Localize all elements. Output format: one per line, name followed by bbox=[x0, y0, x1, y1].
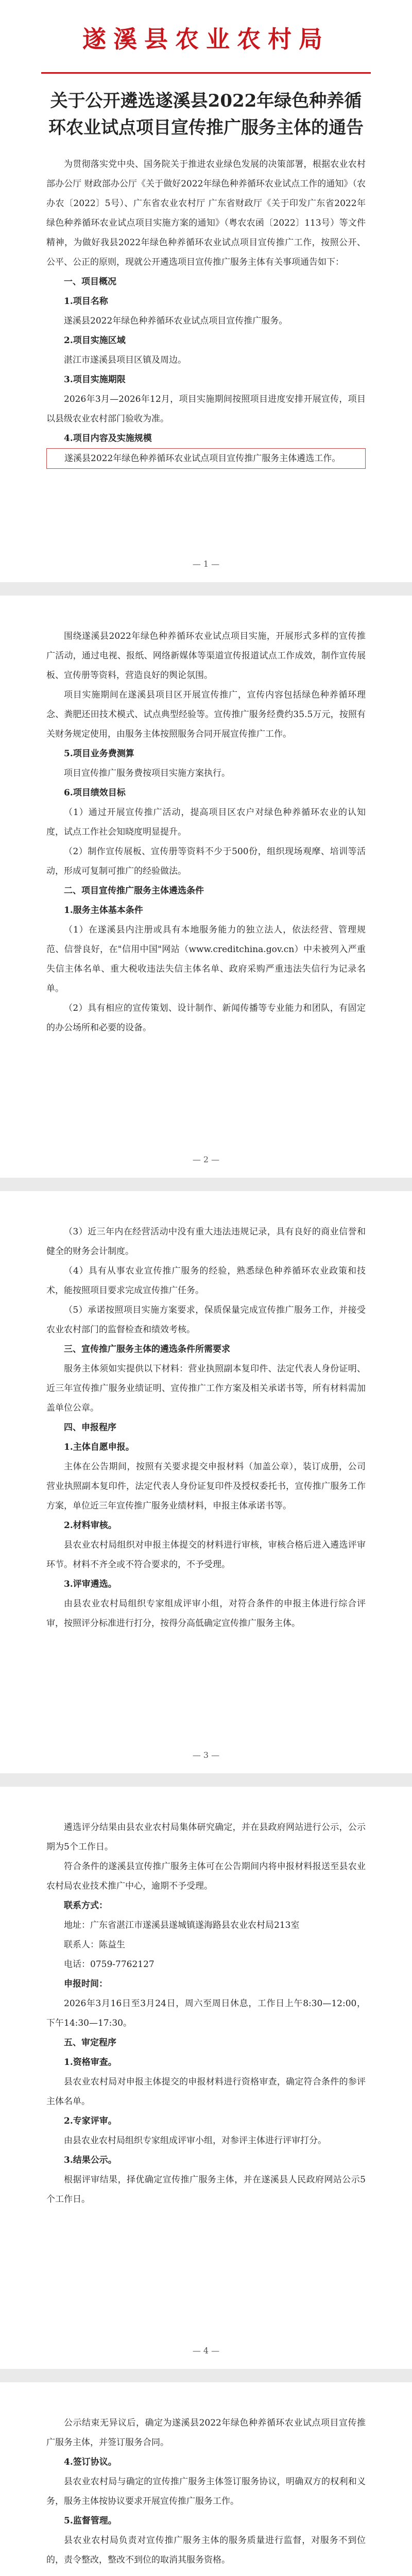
subsection-heading: 1.项目名称 bbox=[64, 296, 108, 307]
subsection-heading: 2.专家评审。 bbox=[64, 2116, 117, 2126]
paragraph: 县农业农村局负责对宣传推广服务主体的服务质量进行监督，对服务不到位的，责令整改，整改不到位的取消其服务资格。 bbox=[46, 2535, 366, 2565]
page-3-body bbox=[46, 1222, 366, 1633]
paragraph: 根据评审结果，择优确定宣传推广服务主体，并在遂溪县人民政府网站公示5个工作日。 bbox=[46, 2175, 366, 2205]
section-heading-5: 五、审定程序 bbox=[64, 2038, 116, 2048]
paragraph: （2）具有相应的宣传策划、设计制作、新闻传播等专业能力和团队，有固定的办公场所和必要的设备。 bbox=[46, 1003, 366, 1033]
paragraph: 湛江市遂溪县项目区镇及周边。 bbox=[64, 355, 186, 365]
agency-name: 遂溪县农业农村局 bbox=[82, 25, 330, 53]
paragraph: 遂溪县2022年绿色种养循环农业试点项目宣传推广服务。 bbox=[64, 316, 288, 326]
paragraph: 项目宣传推广服务费按项目实施方案执行。 bbox=[64, 768, 230, 778]
paragraph: 符合条件的遂溪县宣传推广服务主体可在公告期间内将申报材料报送至县农业农村局农业技术推广中心，逾期不予受理。 bbox=[46, 1861, 366, 1891]
subsection-heading: 1.服务主体基本条件 bbox=[64, 905, 143, 916]
contact-person: 联系人：陈益生 bbox=[64, 1940, 125, 1950]
page-4-body bbox=[46, 1818, 366, 2209]
page-number: — 2 — bbox=[192, 1155, 220, 1164]
page-5 bbox=[0, 2382, 412, 2576]
letterhead-red-line bbox=[41, 72, 371, 74]
paragraph: 服务主体须如实提供以下材料：营业执照副本复印件、法定代表人身份证明、近三年宣传推广服务业绩证明、宣传推广工作方案及相关承诺书等，所有材料需加盖单位公章。 bbox=[46, 1364, 366, 1413]
paragraph: 县农业农村局对申报主体提交的申报材料进行资格审查，确定符合条件的参评主体名单。 bbox=[46, 2077, 366, 2107]
page-1 bbox=[0, 0, 412, 582]
section-heading-3: 三、宣传推广服务主体的遴选条件所需要求 bbox=[64, 1344, 230, 1354]
paragraph: （5）承诺按照项目实施方案要求，保质保量完成宣传推广服务工作，并接受农业农村部门的监督检查和绩效考核。 bbox=[46, 1305, 366, 1335]
contact-heading: 联系方式： bbox=[64, 1901, 108, 1911]
subsection-heading: 1.主体自愿申报。 bbox=[64, 1442, 134, 1452]
letterhead bbox=[0, 21, 412, 55]
paragraph: 公示结束无异议后，确定为遂溪县2022年绿色种养循环农业试点项目宣传推广服务主体，并签订服务合同。 bbox=[46, 2418, 366, 2448]
page-number: — 1 — bbox=[192, 559, 220, 569]
page-number: — 4 — bbox=[192, 2346, 220, 2355]
paragraph: （1）通过开展宣传推广活动，提高项目区农户对绿色种养循环农业的认知度，试点工作社会知晓度明显提升。 bbox=[46, 807, 366, 837]
page-separator bbox=[0, 1178, 412, 1191]
page-4 bbox=[0, 1787, 412, 2369]
paragraph: （4）具有从事农业宣传推广服务的经验，熟悉绿色种养循环农业政策和技术，能按照项目要求完成宣传推广任务。 bbox=[46, 1266, 366, 1296]
page-separator bbox=[0, 2369, 412, 2382]
subsection-heading: 5.监督管理。 bbox=[64, 2516, 117, 2526]
paragraph: 遴选评分结果由县农业农村局集体研究确定，并在县政府网站进行公示，公示期为5个工作日。 bbox=[46, 1822, 366, 1852]
highlighted-paragraph: 遂溪县2022年绿色种养循环农业试点项目宣传推广服务主体遴选工作。 bbox=[46, 448, 366, 469]
page-2 bbox=[0, 596, 412, 1178]
section-heading-2: 二、项目宣传推广服务主体遴选条件 bbox=[64, 886, 204, 896]
paragraph: （1）在遂溪县内注册或具有本地服务能力的独立法人，依法经营、管理规范、信誉良好，在"信用中国"网站（www.creditchina.gov.cn）中未被列入严重失信主体名单、重大税收违法失信主体名单、政府采购严重违法失信行为记录名单。 bbox=[46, 925, 366, 994]
paragraph: 由县农业农村局组织专家组成评审小组，对参评主体进行评审打分。 bbox=[64, 2136, 327, 2146]
page-2-body bbox=[46, 626, 366, 1038]
paragraph: 县农业农村局与确定的宣传推广服务主体签订服务协议，明确双方的权利和义务，服务主体按协议要求开展宣传推广服务工作。 bbox=[46, 2477, 366, 2506]
section-heading-4: 四、申报程序 bbox=[64, 1422, 116, 1433]
subsection-heading: 5.项目业务费测算 bbox=[64, 749, 134, 759]
subsection-heading: 1.资格审查。 bbox=[64, 2057, 117, 2067]
section-heading-1: 一、项目概况 bbox=[64, 277, 116, 287]
paragraph: （2）制作宣传展板、宣传册等资料不少于500份，组织现场观摩、培训等活动，形成可复制可推广的经验做法。 bbox=[46, 846, 366, 876]
page-separator bbox=[0, 582, 412, 596]
paragraph: 县农业农村局组织对申报主体提交的材料进行审核，审核合格后进入遴选评审环节。材料不齐全或不符合要求的，不予受理。 bbox=[46, 1540, 366, 1570]
paragraph: 围绕遂溪县2022年绿色种养循环农业试点项目实施，开展形式多样的宣传推广活动，通过电视、报纸、网络新媒体等渠道宣传报道试点工作成效，制作宣传展板、宣传册等资料，营造良好的舆论氛围。 bbox=[46, 631, 366, 681]
intro-paragraph: 为贯彻落实党中央、国务院关于推进农业绿色发展的决策部署，根据农业农村部办公厅 财政部办公厅《关于做好2022年绿色种养循环农业试点工作的通知》（农办农〔2022〕5号）、广东省农业农村厅 广东省财政厅《关于印发广东省2022年绿色种养循环农业试点项目实施方案的通知》（粤农农函〔2022〕113号）等文件精神，为做好我县2022年绿色种养循环农业试点项目宣传推广工作，按照公开、公平、公正的原则，现就公开遴选项目宣传推广服务主体有关事项通告如下： bbox=[46, 159, 366, 267]
subsection-heading: 6.项目绩效目标 bbox=[64, 788, 126, 798]
paragraph: 项目实施期间在遂溪县项目区开展宣传推广，宣传内容包括绿色种养循环理念、粪肥还田技术模式、试点典型经验等。宣传推广服务经费约35.5万元，按照有关财务规定使用，由服务主体按照服务合同开展宣传推广工作。 bbox=[46, 690, 366, 739]
page-3 bbox=[0, 1191, 412, 1773]
subsection-heading: 3.项目实施期限 bbox=[64, 375, 126, 385]
paragraph: 主体在公告期间，按照有关要求提交申报材料（加盖公章），装订成册，公司营业执照副本复印件，法定代表人身份证复印件及授权委托书，宣传推广服务工作方案，单位近三年宣传推广服务业绩材料，申报主体承诺书等。 bbox=[46, 1462, 366, 1511]
subsection-heading: 4.项目内容及实施规模 bbox=[64, 433, 152, 444]
subsection-heading: 2.项目实施区域 bbox=[64, 335, 126, 346]
page-5-body bbox=[46, 2413, 366, 2576]
subsection-heading: 3.结果公示。 bbox=[64, 2155, 117, 2165]
page-1-body bbox=[46, 155, 366, 469]
paragraph: 2026年3月—2026年12月，项目实施期间按照项目进度安排开展宣传，项目以县级农业农村部门验收为准。 bbox=[46, 394, 366, 424]
contact-phone: 电话：0759-7762127 bbox=[64, 1959, 154, 1970]
page-number: — 3 — bbox=[192, 1750, 220, 1760]
page-separator bbox=[0, 1773, 412, 1787]
document-title: 关于公开遴选遂溪县2022年绿色种养循环农业试点项目宣传推广服务主体的通告 bbox=[48, 91, 364, 138]
time-heading: 申报时间： bbox=[64, 1979, 108, 1989]
subsection-heading: 3.评审遴选。 bbox=[64, 1579, 117, 1589]
subsection-heading: 4.签订协议。 bbox=[64, 2457, 117, 2467]
contact-address: 地址：广东省湛江市遂溪县遂城镇遂海路县农业农村局213室 bbox=[64, 1920, 300, 1930]
paragraph: 由县农业农村局组织专家组成评审小组，对符合条件的申报主体进行综合评审，按照评分标准进行打分，按得分高低确定宣传推广服务主体。 bbox=[46, 1599, 366, 1629]
paragraph: 2026年3月16日至3月24日，周六至周日休息，工作日上午8:30—12:00，下午14:30—17:30。 bbox=[46, 1998, 366, 2028]
subsection-heading: 2.材料审核。 bbox=[64, 1520, 117, 1531]
paragraph: （3）近三年内在经营活动中没有重大违法违规记录，具有良好的商业信誉和健全的财务会计制度。 bbox=[46, 1227, 366, 1257]
